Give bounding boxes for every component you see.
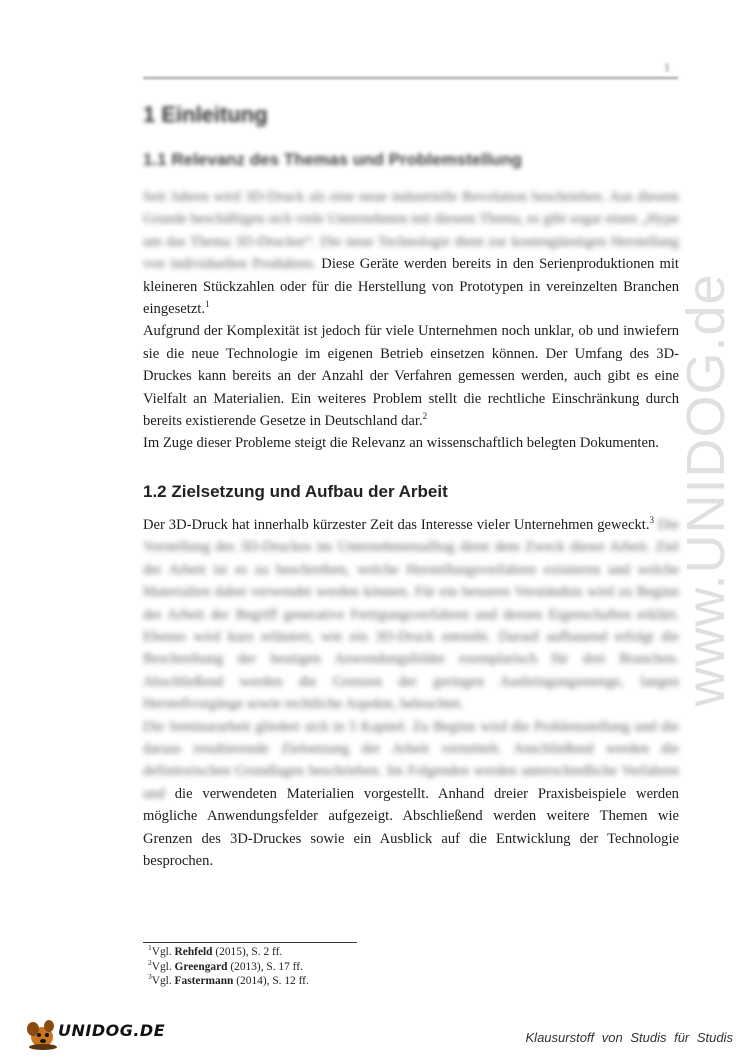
section-title-1-2: 1.2 Zielsetzung und Aufbau der Arbeit xyxy=(143,482,448,501)
paragraph-text: die verwendeten Materialien vorgestellt. Anhand dreier Praxisbeispiele werden mögliche Anwendungsfelder aufgezeigt. Abschließend werden weitere Themen wie Grenzen des 3D-Druckes sowie ein Ausblick auf die Entwicklung der Technologie besprochen. xyxy=(143,785,679,870)
footnote-reference: (2014), S. 12 ff. xyxy=(233,975,309,987)
footnote-author: Rehfeld xyxy=(174,946,213,958)
footnote-item xyxy=(148,957,309,975)
blurred-text: Die Seminararbeit gliedert sich in 5 Kapitel. Zu Beginn wird die Problemstellung und die daraus resultierende Zielsetzung der Arbeit vermittelt. Anschließend werden die definitorischen Grundlagen beschrieben. Im Folgenden werden unterschiedliche Verfahren und xyxy=(143,718,679,802)
footnote-prefix: Vgl. xyxy=(151,960,175,973)
footnote-marker: 3 xyxy=(649,515,654,526)
footnote-author: Greengard xyxy=(174,960,228,973)
paragraph-text: Der 3D-Druck hat innerhalb kürzester Zeit das Interesse vieler Unternehmen geweckt. xyxy=(143,517,650,533)
footnote-marker: 2 xyxy=(422,411,428,422)
paragraph-text: Diese Geräte werden bereits in den Serienproduktionen mit kleineren Stückzahlen oder für die Herstellung von Prototypen in vereinzelten Branchen eingesetzt. xyxy=(143,256,679,318)
blurred-text: Seit Jahren wird 3D-Druck als eine neue industrielle Revolution beschrieben. Aus diesem Grunde beschäftigen sich viele Unternehmen mit diesem Thema, es gibt sogar einen „Hype um das Thema 3D-Drucker“. Die neue Technologie dient zur kostengünstigen Herstellung von individuellen Produkten. xyxy=(143,189,679,273)
chapter-title: 1 Einleitung xyxy=(143,102,268,127)
footnote-list xyxy=(148,945,309,989)
footnote-rule xyxy=(143,942,357,943)
footnote-reference: (2015), S. 2 ff. xyxy=(212,946,283,958)
footnote-number: 3 xyxy=(148,972,152,982)
footnote-item xyxy=(148,974,309,989)
header-rule xyxy=(143,77,678,79)
paragraph-text: Im Zuge dieser Probleme steigt die Relevanz an wissenschaftlich belegten Dokumenten. xyxy=(143,435,659,452)
footnote-marker: 1 xyxy=(205,299,210,310)
footnote-number: 2 xyxy=(148,957,152,967)
footnote-prefix: Vgl. xyxy=(151,946,175,958)
paragraph-text: Aufgrund der Komplexität ist jedoch für viele Unternehmen noch unklar, ob und inwiefern sie die neue Technologie im eigenen Betrieb einsetzen können. Der Umfang des 3D-Druckes kann bereits an der Anzahl der Verfahren gemessen werden, auch gibt es eine Vielfalt an Materialien. Ein weiteres Problem stellt die rechtliche Einschränkung durch bereits existierende Gesetze in Deutschland dar. xyxy=(143,323,679,430)
footnote-author: Fastermann xyxy=(174,975,234,987)
footnote-item xyxy=(148,945,309,960)
footnote-prefix: Vgl. xyxy=(151,975,175,987)
footnote-reference: (2013), S. 17 ff. xyxy=(227,960,303,973)
section-title-1-1: 1.1 Relevanz des Themas und Problemstellung xyxy=(143,150,522,169)
page-number: 1 xyxy=(664,60,670,74)
blurred-text: Die Vorstellung des 3D-Druckes im Unternehmensalltag dient dem Zweck dieser Arbeit. Ziel der Arbeit ist es zu beschreiben, welche Herstellungsverfahren existieren und welche Materialien dabei verwendet werden können. Für ein besseres Verständnis wird zu Beginn der Arbeit der Begriff generative Fertigungsverfahren und dessen Eigenschaften erklärt. Ebenso wird kurz erläutert, wie ein 3D-Druck entsteht. Darauf aufbauend erfolgt die Beschreibung der heutigen Anwendungsfelder exemplarisch für drei Branchen. Abschließend werden die Grenzen der geringen Ausbringungsmenge, langen Herstellvorgänge sowie rechtliche Aspekte, beleuchtet. xyxy=(143,517,679,713)
footnote-number: 1 xyxy=(148,943,152,953)
logo-text[interactable]: UNIDOG.DE xyxy=(58,1021,166,1040)
watermark: www.UNIDOG.de xyxy=(676,273,736,707)
section-1-2-paragraph xyxy=(143,514,679,873)
tagline: Klausurstoff von Studis für Studis xyxy=(525,1030,733,1045)
section-1-1-paragraph-1 xyxy=(143,186,679,455)
